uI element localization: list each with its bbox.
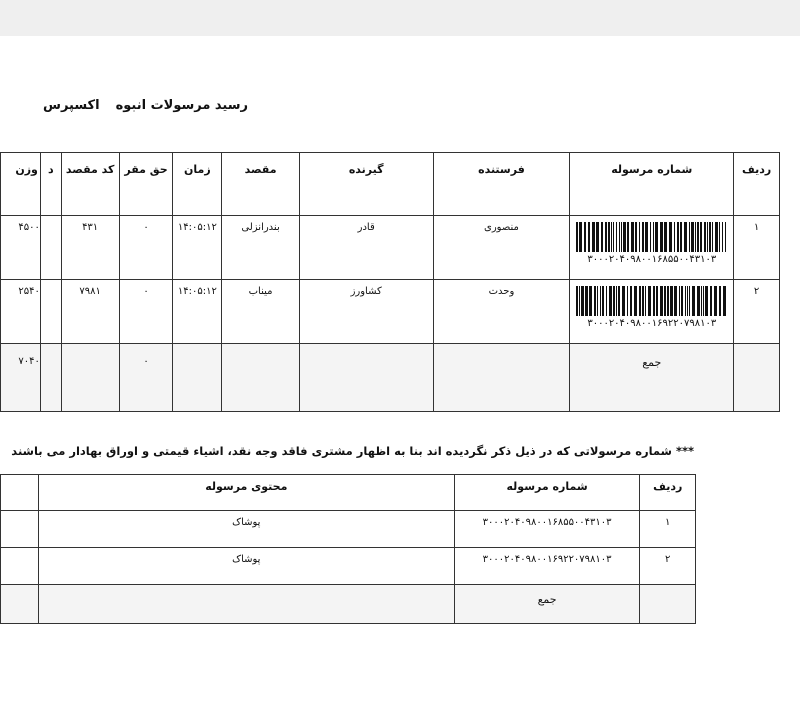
col-destination: مقصد: [222, 153, 300, 216]
total-empty: [40, 344, 61, 412]
col-content: محتوی مرسوله: [38, 475, 454, 511]
total-empty: [61, 344, 119, 412]
destination-cell: میناب: [222, 280, 300, 344]
row-number: ۱: [640, 511, 696, 548]
table-row: [1, 216, 780, 280]
total-empty: [38, 585, 454, 624]
col-row: ردیف: [734, 153, 780, 216]
col-tracking: شماره مرسوله: [454, 475, 640, 511]
col-empty: [1, 475, 39, 511]
total-row: [1, 344, 780, 412]
receiver-cell: کشاورز: [299, 280, 433, 344]
top-bar: [0, 0, 800, 36]
total-empty: [222, 344, 300, 412]
total-empty: [173, 344, 222, 412]
tracking-number: ۳۰۰۰۲۰۴۰۹۸۰۰۱۶۸۵۵۰۰۴۳۱۰۳: [454, 511, 640, 548]
total-label: جمع: [570, 344, 734, 412]
time-cell: ۱۴:۰۵:۱۲: [173, 280, 222, 344]
tracking-number: ۳۰۰۰۲۰۴۰۹۸۰۰۱۶۹۲۲۰۷۹۸۱۰۳: [587, 318, 717, 329]
company-name: اکسپرس: [43, 98, 100, 113]
time-cell: ۱۴:۰۵:۱۲: [173, 216, 222, 280]
tracking-number: ۳۰۰۰۲۰۴۰۹۸۰۰۱۶۸۵۵۰۰۴۳۱۰۳: [587, 254, 717, 265]
weight-cell: ۴۵۰۰: [1, 216, 41, 280]
contents-header-row: [1, 475, 696, 511]
barcode-image: [576, 222, 728, 252]
col-weight: وزن: [1, 153, 41, 216]
contents-table: [0, 474, 696, 624]
fee-cell: ۰: [119, 216, 173, 280]
table-row: [1, 548, 696, 585]
receipt-table: [0, 152, 780, 412]
row-number: ۲: [734, 280, 780, 344]
d-cell: [40, 280, 61, 344]
total-weight: ۷۰۴۰: [1, 344, 41, 412]
col-d: د: [40, 153, 61, 216]
tracking-cell: [570, 280, 734, 344]
dest-code-cell: ۷۹۸۱: [61, 280, 119, 344]
total-empty: [433, 344, 570, 412]
tracking-number: ۳۰۰۰۲۰۴۰۹۸۰۰۱۶۹۲۲۰۷۹۸۱۰۳: [454, 548, 640, 585]
content-cell: پوشاک: [38, 548, 454, 585]
destination-cell: بندرانزلی: [222, 216, 300, 280]
total-empty: [734, 344, 780, 412]
total-empty: [1, 585, 39, 624]
receipt-title: [43, 98, 248, 120]
tracking-cell: [570, 216, 734, 280]
row-number: ۲: [640, 548, 696, 585]
total-row: [1, 585, 696, 624]
sender-cell: منصوری: [433, 216, 570, 280]
receipt-header-row: [1, 153, 780, 216]
weight-cell: ۲۵۴۰: [1, 280, 41, 344]
table-row: [1, 511, 696, 548]
total-empty: [299, 344, 433, 412]
receipt-title-text: رسید مرسولات انبوه: [115, 98, 248, 113]
col-receiver: گیرنده: [299, 153, 433, 216]
barcode-image: [576, 286, 728, 316]
col-sender: فرستنده: [433, 153, 570, 216]
total-empty: [640, 585, 696, 624]
col-dest-code: کد مقصد: [61, 153, 119, 216]
d-cell: [40, 216, 61, 280]
dest-code-cell: ۴۳۱: [61, 216, 119, 280]
sender-cell: وحدت: [433, 280, 570, 344]
empty-cell: [1, 511, 39, 548]
col-row: ردیف: [640, 475, 696, 511]
content-cell: پوشاک: [38, 511, 454, 548]
row-number: ۱: [734, 216, 780, 280]
table-row: [1, 280, 780, 344]
col-fee: حق مقر: [119, 153, 173, 216]
col-time: زمان: [173, 153, 222, 216]
total-fee: ۰: [119, 344, 173, 412]
empty-cell: [1, 548, 39, 585]
receiver-cell: قادر: [299, 216, 433, 280]
total-label: جمع: [454, 585, 640, 624]
notice-text: *** شماره مرسولاتی که در ذیل ذکر نگردیده اند بنا به اظهار مشتری فاقد وجه نقد، اشیاء قیمتی و اوراق بهادار می باشند: [11, 444, 694, 458]
fee-cell: ۰: [119, 280, 173, 344]
col-tracking: شماره مرسوله: [570, 153, 734, 216]
